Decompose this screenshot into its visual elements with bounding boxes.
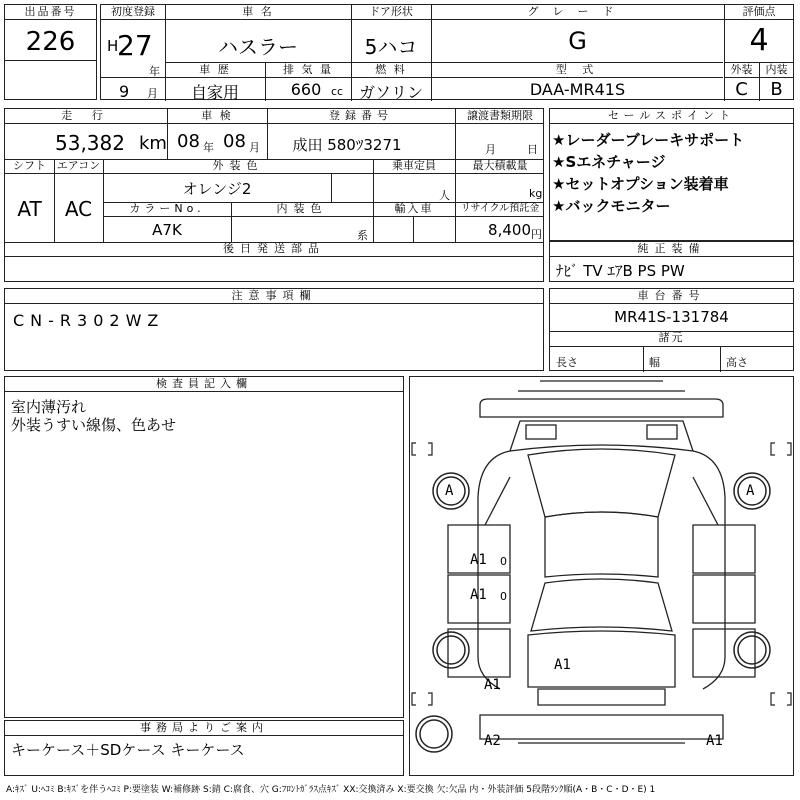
inspector-box <box>4 376 404 718</box>
lot-number-label: 出品番号 <box>24 5 77 18</box>
era-prefix: H <box>107 37 119 55</box>
recycle-deposit-label: リサイクル預託金 <box>460 203 540 214</box>
exterior-score-label: 外装 <box>730 63 753 76</box>
registration-year: 27 <box>117 29 153 62</box>
inspector-label: 検査員記入欄 <box>156 377 252 390</box>
transfer-day-unit: 日 <box>527 143 538 156</box>
transfer-deadline-label: 譲渡書類期限 <box>467 109 533 122</box>
door-type-label: ドア形状 <box>369 5 413 18</box>
notes-value: CN-R302WZ <box>13 311 165 330</box>
inspector-comment-2: 外装うすい線傷、色あせ <box>11 416 177 434</box>
damage-legend: A:ｷｽﾞ U:ﾍｺﾐ B:ｷｽﾞを伴うﾍｺﾐ P:要塗装 W:補修跡 S:錆 C:腐食、穴 G:ﾌﾛﾝﾄｶﾞﾗｽ点ｷｽﾞ XX:交換済み X:要交換 欠:欠品 内・外装評価 5段階ﾗﾝｸ順(A・B・C・D・E) 1 <box>6 785 656 795</box>
roof-damage: A1 <box>554 657 571 673</box>
tire-front-right-damage: A <box>746 483 755 499</box>
year-unit: 年 <box>149 65 160 78</box>
recycle-unit: 円 <box>531 228 542 241</box>
exterior-color-label: 外装色 <box>212 159 264 172</box>
sales-point-item: ★レーダーブレーキサポート <box>552 131 745 149</box>
displacement-label: 排 気 量 <box>283 63 333 76</box>
rear-quarter-damage: A1 <box>484 677 501 693</box>
plate-number: 成田 580ﾂ3271 <box>292 136 402 154</box>
equipment-label: 純正装備 <box>637 242 706 255</box>
sales-points-label: セールスポイント <box>607 109 735 122</box>
inspection-year-unit: 年 <box>203 141 214 154</box>
displacement: 660 <box>290 80 322 99</box>
sales-point-item: ★バックモニター <box>552 197 671 215</box>
door-type: 5ハコ <box>364 35 418 59</box>
capacity-unit: 人 <box>439 189 450 202</box>
door-front-damage: A1 <box>470 552 487 568</box>
interior-score: B <box>770 79 783 100</box>
mileage-label: 走 行 <box>61 109 111 122</box>
car-outline <box>410 377 793 775</box>
length-label: 長さ <box>556 356 578 369</box>
max-load-label: 最大積載量 <box>472 159 528 172</box>
office-notice-label: 事務局よりご案内 <box>140 721 268 734</box>
mileage: 53,382 <box>55 131 125 155</box>
inspection-month-unit: 月 <box>249 141 260 154</box>
damage-diagram <box>409 376 794 776</box>
inspector-comment-1: 室内薄汚れ <box>11 398 87 416</box>
shift-label: シフト <box>13 159 46 172</box>
sales-point-item: ★Sエネチャージ <box>552 153 666 171</box>
exterior-score: C <box>735 79 748 100</box>
recycle-deposit: 8,400 <box>488 221 531 239</box>
chassis-number: MR41S-131784 <box>614 308 729 326</box>
equipment-box <box>549 241 794 282</box>
color-number: A7K <box>152 221 182 239</box>
transfer-month-unit: 月 <box>485 143 496 156</box>
aircon-label: エアコン <box>56 159 101 172</box>
chassis-label: 車台番号 <box>637 289 706 302</box>
door-rear-zero: 0 <box>500 590 507 603</box>
mileage-unit: km <box>139 133 167 154</box>
door-front-zero: 0 <box>500 555 507 568</box>
model-code: DAA-MR41S <box>529 80 626 99</box>
fuel: ガソリン <box>358 83 423 102</box>
inspection-label: 車 検 <box>201 109 233 122</box>
model-code-label: 型 式 <box>555 63 600 76</box>
height-label: 高さ <box>726 356 748 369</box>
registration-month: 9 <box>119 82 130 101</box>
width-label: 幅 <box>649 356 660 369</box>
fuel-label: 燃 料 <box>375 63 407 76</box>
rear-bumper-right-damage: A1 <box>706 733 723 749</box>
capacity-label: 乗車定員 <box>392 159 436 172</box>
aircon: AC <box>64 197 93 221</box>
first-registration-label: 初度登録 <box>111 5 155 18</box>
import-car-label: 輸入車 <box>394 202 434 215</box>
door-rear-damage: A1 <box>470 587 487 603</box>
month-unit: 月 <box>147 87 158 100</box>
equipment-value: ﾅﾋﾞ TV ｴｱB PS PW <box>556 262 685 280</box>
rear-bumper-left-damage: A2 <box>484 733 501 749</box>
plate-label: 登録番号 <box>329 109 393 122</box>
notes-box <box>4 288 544 371</box>
specs-label: 諸元 <box>658 331 685 344</box>
sales-point-item: ★セットオプション装着車 <box>552 175 729 193</box>
car-name: ハスラー <box>218 35 298 59</box>
grade: G <box>568 27 587 55</box>
notes-label: 注意事項欄 <box>231 289 317 302</box>
score-label: 評価点 <box>742 5 776 18</box>
shift: AT <box>17 197 42 221</box>
overall-score: 4 <box>749 23 769 58</box>
inspection-year: 08 <box>177 131 200 152</box>
inspection-month: 08 <box>223 131 246 152</box>
car-name-label: 車 名 <box>242 5 274 18</box>
lot-number-box <box>4 4 97 100</box>
chassis-box <box>549 288 794 371</box>
tire-front-left-damage: A <box>445 483 454 499</box>
interior-score-label: 内装 <box>765 63 788 76</box>
history-label: 車 歴 <box>199 63 231 76</box>
color-number-label: カラーNo. <box>129 202 205 215</box>
vehicle-info-box <box>100 4 794 100</box>
office-notice-box <box>4 720 404 776</box>
lot-number: 226 <box>25 27 76 57</box>
details-box <box>4 108 544 282</box>
displacement-unit: cc <box>331 85 344 98</box>
max-load-unit: kg <box>529 187 543 200</box>
exterior-color: オレンジ2 <box>182 180 252 198</box>
office-notice: キーケース＋SDケース キーケース <box>11 741 245 759</box>
interior-color-unit: 系 <box>357 229 368 242</box>
grade-label: グレード <box>527 5 628 18</box>
sales-points-box <box>549 108 794 241</box>
interior-color-label: 内装色 <box>276 202 328 215</box>
later-parts-label: 後日発送部品 <box>223 242 325 255</box>
history: 自家用 <box>190 83 239 102</box>
